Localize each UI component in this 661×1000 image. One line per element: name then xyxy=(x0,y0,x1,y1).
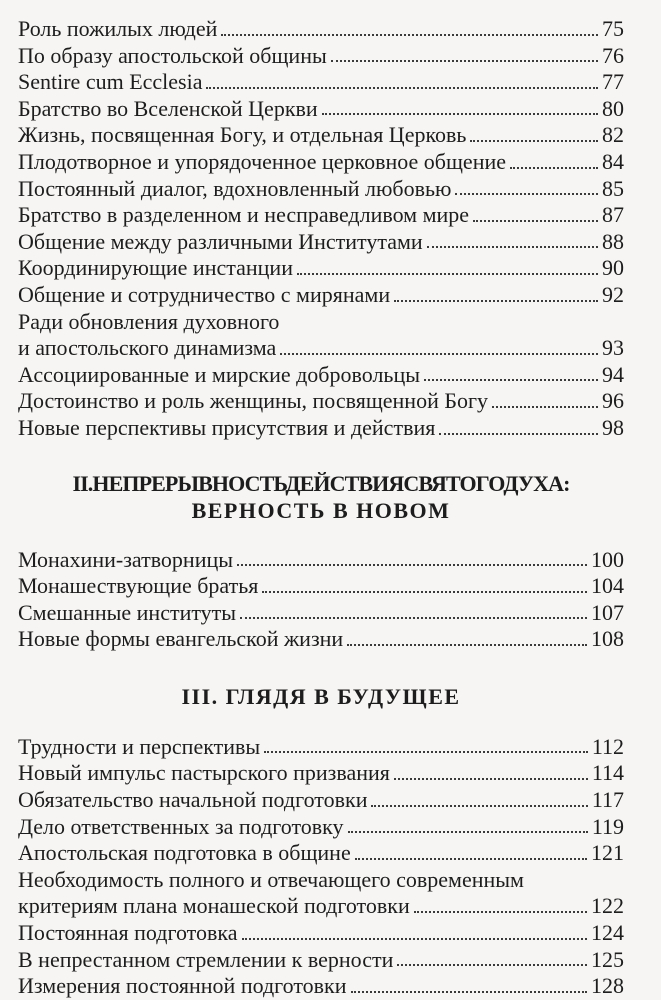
entry-page: 87 xyxy=(602,202,624,228)
dot-leader xyxy=(414,911,587,913)
entry-title: Координирующие инстанции xyxy=(18,255,293,281)
entry-page: 88 xyxy=(602,228,624,254)
entry-page: 96 xyxy=(602,388,624,414)
dot-leader xyxy=(439,433,598,435)
dot-leader xyxy=(221,34,598,36)
toc-entry xyxy=(18,626,624,653)
entry-page: 77 xyxy=(602,69,624,95)
toc-entry xyxy=(18,600,624,627)
toc-entry xyxy=(18,787,624,814)
entry-page: 107 xyxy=(591,599,624,625)
entry-page: 98 xyxy=(602,414,624,440)
toc-entry-last-line xyxy=(18,893,624,920)
dot-leader xyxy=(455,193,598,195)
entry-page: 94 xyxy=(602,361,624,387)
entry-title: Роль пожилых людей xyxy=(18,16,218,41)
dot-leader xyxy=(237,564,587,566)
toc-entry xyxy=(18,255,624,282)
toc-entry xyxy=(18,573,624,600)
entry-page: 82 xyxy=(602,122,624,148)
toc-entry xyxy=(18,840,624,867)
entry-title: Жизнь, посвященная Богу, и отдельная Церковь xyxy=(18,122,467,148)
dot-leader xyxy=(348,831,588,833)
entry-page: 117 xyxy=(591,787,624,813)
entry-page: 93 xyxy=(602,335,624,361)
dot-leader xyxy=(297,273,598,275)
toc-entry xyxy=(18,920,624,947)
toc-entry xyxy=(18,734,624,761)
toc-entry xyxy=(18,760,624,787)
dot-leader xyxy=(280,353,598,355)
dot-leader xyxy=(262,591,587,593)
entry-title: По образу апостольской общины xyxy=(18,42,327,68)
toc-entry xyxy=(18,43,624,70)
dot-leader xyxy=(394,300,598,302)
section-heading-line1: II.НЕПРЕРЫВНОСТЬДЕЙСТВИЯСВЯТОГОДУХА: xyxy=(72,470,570,496)
dot-leader xyxy=(510,167,598,169)
entry-title: В непрестанном стремлении к верности xyxy=(18,946,394,972)
section-heading-line2: ВЕРНОСТЬ В НОВОМ xyxy=(191,497,451,523)
toc-entry xyxy=(18,415,624,442)
entry-page: 125 xyxy=(591,946,624,972)
section-heading-2 xyxy=(18,470,624,524)
toc-entry xyxy=(18,388,624,415)
entry-title: Новые перспективы присутствия и действия xyxy=(18,414,436,440)
entry-page: 119 xyxy=(591,813,624,839)
entry-page: 80 xyxy=(602,95,624,121)
entry-page: 104 xyxy=(591,573,624,599)
entry-page: 128 xyxy=(591,973,624,999)
dot-leader xyxy=(322,113,598,115)
entry-title: Братство во Вселенской Церкви xyxy=(18,95,318,121)
entry-title: Ассоциированные и мирские добровольцы xyxy=(18,361,421,387)
toc-entry xyxy=(18,973,624,1000)
entry-page: 108 xyxy=(591,626,624,652)
entry-title: Трудности и перспективы xyxy=(18,733,261,759)
entry-title: Общение и сотрудничество с мирянами xyxy=(18,281,391,307)
entry-page: 84 xyxy=(602,148,624,174)
entry-title: Смешанные институты xyxy=(18,599,237,625)
toc-entry xyxy=(18,96,624,123)
entry-title: Монахини-затворницы xyxy=(18,546,234,572)
dot-leader xyxy=(394,778,588,780)
toc-entry xyxy=(18,362,624,389)
entry-title: Постоянная подготовка xyxy=(18,920,238,946)
dot-leader xyxy=(351,991,587,993)
entry-page: 124 xyxy=(591,920,624,946)
toc-entry xyxy=(18,69,624,96)
dot-leader xyxy=(264,751,588,753)
entry-page: 121 xyxy=(591,840,624,866)
dot-leader xyxy=(473,220,598,222)
entry-title: Новый импульс пастырского призвания xyxy=(18,760,390,786)
toc-section-1-list xyxy=(18,16,624,442)
entry-title: Достоинство и роль женщины, посвященной Богу xyxy=(18,388,489,414)
dot-leader xyxy=(371,805,587,807)
entry-title: Общение между различными Институтами xyxy=(18,228,423,254)
entry-page: 92 xyxy=(602,281,624,307)
entry-page: 100 xyxy=(591,546,624,572)
toc-section-2-list xyxy=(18,547,624,653)
entry-title: критериям плана монашеской подготовки xyxy=(18,893,410,919)
toc-entry-two-line xyxy=(18,867,624,920)
toc-entry xyxy=(18,122,624,149)
toc-entry-last-line xyxy=(18,335,624,362)
entry-page: 90 xyxy=(602,255,624,281)
toc-entry-two-line xyxy=(18,309,624,362)
entry-title: и апостольского динамизма xyxy=(18,335,277,361)
dot-leader xyxy=(470,140,598,142)
entry-page: 75 xyxy=(602,16,624,41)
toc-entry xyxy=(18,282,624,309)
entry-page: 122 xyxy=(591,893,624,919)
dot-leader xyxy=(331,60,598,62)
toc-section-3-list xyxy=(18,734,624,1000)
entry-title: Апостольская подготовка в общине xyxy=(18,840,351,866)
entry-title: Новые формы евангельской жизни xyxy=(18,626,344,652)
dot-leader xyxy=(424,379,598,381)
toc-entry xyxy=(18,229,624,256)
entry-page: 76 xyxy=(602,42,624,68)
dot-leader xyxy=(492,406,598,408)
toc-entry xyxy=(18,947,624,974)
toc-entry xyxy=(18,176,624,203)
entry-page: 112 xyxy=(591,733,624,759)
dot-leader xyxy=(240,617,587,619)
entry-title: Плодотворное и упорядоченное церковное общение xyxy=(18,148,507,174)
entry-title: Дело ответственных за подготовку xyxy=(18,813,344,839)
toc-entry xyxy=(18,16,624,43)
dot-leader xyxy=(355,858,587,860)
toc-entry xyxy=(18,814,624,841)
entry-title-line1: Необходимость полного и отвечающего современным xyxy=(18,866,524,892)
entry-title: Sentire cum Ecclesia xyxy=(18,69,203,95)
entry-title: Измерения постоянной подготовки xyxy=(18,973,347,999)
toc-entry xyxy=(18,202,624,229)
entry-title: Постоянный диалог, вдохновленный любовью xyxy=(18,175,452,201)
entry-page: 85 xyxy=(602,175,624,201)
entry-title: Монашествующие братья xyxy=(18,573,259,599)
toc-entry xyxy=(18,547,624,574)
dot-leader xyxy=(206,87,598,89)
dot-leader xyxy=(427,246,598,248)
toc-page xyxy=(18,16,624,1000)
entry-page: 114 xyxy=(591,760,624,786)
entry-title: Братство в разделенном и несправедливом мире xyxy=(18,202,470,228)
entry-title-line1: Ради обновления духовного xyxy=(18,308,280,334)
toc-entry xyxy=(18,149,624,176)
entry-title: Обязательство начальной подготовки xyxy=(18,787,368,813)
dot-leader xyxy=(397,964,587,966)
dot-leader xyxy=(242,938,587,940)
section-heading-3: III. ГЛЯДЯ В БУДУЩЕЕ xyxy=(181,683,461,709)
dot-leader xyxy=(347,644,587,646)
